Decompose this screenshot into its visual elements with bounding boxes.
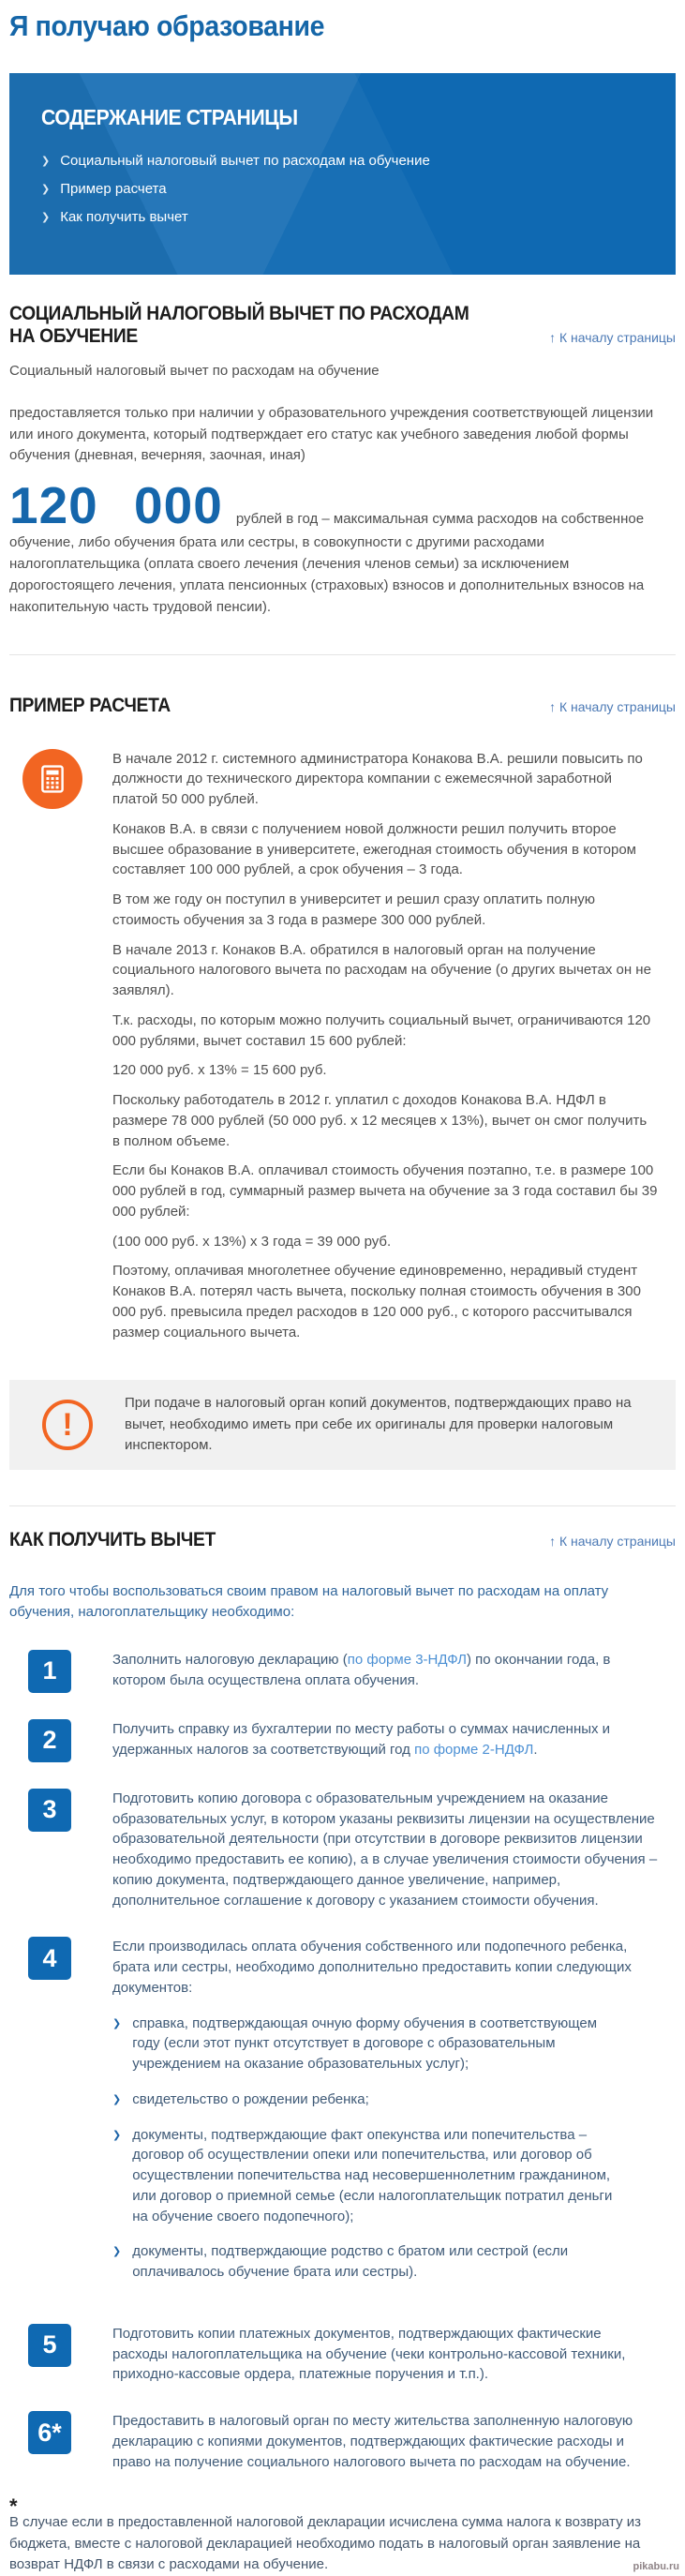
example-paragraph: В начале 2013 г. Конаков В.А. обратился в налоговый орган на получение социального налогового вычета по расходам на обучение (о других вычетах он не заявлял). bbox=[112, 941, 651, 998]
toc-link-example[interactable] bbox=[41, 181, 644, 197]
section1-heading bbox=[9, 303, 534, 348]
notice-box bbox=[9, 1380, 676, 1470]
step-3-text: Подготовить копию договора с образовательным учреждением на оказание образовательных услуг, в котором указаны реквизиты лицензии на осуществление образовательной деятельности (при отсутствии в договоре реквизитов лицензии необходимо предоставить ее копию), а в случае увеличения стоимости обучения – копию документа, подтверждающего данное увеличение, например, дополнительное соглашение к договору с указанием стоимости обучения. bbox=[112, 1790, 658, 1909]
toc-link-social-deduction[interactable] bbox=[41, 153, 644, 169]
section1-heading-text: СОЦИАЛЬНЫЙ НАЛОГОВЫЙ ВЫЧЕТ ПО РАСХОДАМ НА ОБУЧЕНИЕ bbox=[9, 303, 469, 347]
bullet-item bbox=[112, 2014, 658, 2074]
bullet-text: документы, подтверждающие родство с братом или сестрой (если оплачивалось обучение брата или сестры). bbox=[132, 2243, 569, 2280]
step-4-bullets bbox=[112, 2014, 658, 2283]
section3-header bbox=[9, 1529, 676, 1551]
toc-link-label: Пример расчета bbox=[60, 181, 167, 197]
example-paragraph: В начале 2012 г. системного администратора Конакова В.А. решили повысить по должности до технического директора компании с ежемесячной заработной платой 50 000 рублей. bbox=[112, 750, 643, 807]
bullet-item bbox=[112, 2125, 658, 2227]
example-block bbox=[9, 749, 676, 1353]
footnote bbox=[9, 2494, 676, 2576]
notice-text: При подаче в налоговый орган копий документов, подтверждающих право на вычет, необходимо иметь при себе их оригиналы для проверки налоговым инспектором. bbox=[125, 1395, 632, 1454]
step-text-segment: Заполнить налоговую декларацию ( bbox=[112, 1651, 348, 1668]
back-to-top-link[interactable]: ↑ К началу страницы bbox=[549, 698, 676, 714]
bullet-item bbox=[112, 2241, 658, 2283]
toc-link-how-to-get[interactable] bbox=[41, 209, 644, 225]
arrow-right-icon: ❯ bbox=[112, 2017, 122, 2029]
step-4 bbox=[9, 1937, 676, 2298]
step-5 bbox=[9, 2324, 676, 2385]
example-formula: 120 000 руб. x 13% = 15 600 руб. bbox=[112, 1062, 327, 1079]
arrow-right-icon: ❯ bbox=[112, 2129, 122, 2141]
max-amount-value: 120 000 bbox=[9, 475, 223, 534]
example-paragraph: Конаков В.А. в связи с получением новой должности решил получить второе высшее образование в университете, ежегодная стоимость обучения в котором составляет 100 000 рублей, а срок обучения – 3 года. bbox=[112, 820, 636, 878]
arrow-right-icon: ❯ bbox=[112, 2093, 122, 2105]
example-paragraph: Если бы Конаков В.А. оплачивал стоимость обучения поэтапно, т.е. в размере 100 000 рублей в год, суммарный размер вычета на обучение за 3 года составил бы 39 000 рублей: bbox=[112, 1162, 658, 1220]
howto-intro: Для того чтобы воспользоваться своим правом на налоговый вычет по расходам на оплату обучения, налогоплательщику необходимо: bbox=[9, 1582, 609, 1621]
step-number-badge: 5 bbox=[28, 2324, 71, 2367]
step-1 bbox=[9, 1650, 676, 1693]
back-to-top-link[interactable]: ↑ К началу страницы bbox=[549, 330, 676, 345]
bullet-text: свидетельство о рождении ребенка; bbox=[132, 2090, 369, 2107]
section2-heading-text: ПРИМЕР РАСЧЕТА bbox=[9, 694, 171, 716]
example-formula: (100 000 руб. x 13%) x 3 года = 39 000 руб. bbox=[112, 1233, 392, 1250]
form-3ndfl-link[interactable]: по форме 3-НДФЛ bbox=[347, 1651, 467, 1668]
section1-header bbox=[9, 303, 676, 348]
section3-heading-text: КАК ПОЛУЧИТЬ ВЫЧЕТ bbox=[9, 1528, 216, 1550]
step-2-text bbox=[112, 1719, 658, 1760]
watermark: pikabu.ru bbox=[633, 2560, 679, 2572]
step-number-badge: 1 bbox=[28, 1650, 71, 1693]
example-paragraphs bbox=[112, 749, 658, 1353]
contents-heading bbox=[41, 105, 644, 130]
toc-link-label: Социальный налоговый вычет по расходам на обучение bbox=[60, 153, 430, 169]
example-paragraph: Поэтому, оплачивая многолетнее обучение единовременно, нерадивый студент Конаков В.А. потерял часть вычета, поскольку полная стоимость обучения в 300 000 руб. превысила предел расходов в 120 000 руб., с которого рассчитывался размер социального вычета. bbox=[112, 1263, 641, 1340]
arrow-right-icon: ❯ bbox=[41, 212, 51, 223]
step-text-segment: Если производилась оплата обучения собственного или подопечного ребенка, брата или сестры, необходимо дополнительно предоставить копии следующих документов: bbox=[112, 1939, 632, 1996]
exclamation-mark: ! bbox=[62, 1407, 73, 1443]
arrow-right-icon: ❯ bbox=[41, 184, 51, 195]
max-amount-text: рублей в год – максимальная сумма расходов на собственное обучение, либо обучения брата или сестры, в совокупности с другими расходами налогоплательщика (оплата своего лечения (лечения членов семьи) за исключением дорогостоящего лечения, уплата пенсионных (страховых) взносов и дополнительных взносов на накопительную часть трудовой пенсии). bbox=[9, 510, 645, 616]
step-1-text bbox=[112, 1650, 658, 1691]
calculator-icon bbox=[22, 749, 82, 809]
step-text-segment: Получить справку из бухгалтерии по месту работы о суммах начисленных и удержанных налогов за соответствующий год bbox=[112, 1720, 611, 1758]
step-number-badge: 3 bbox=[28, 1789, 71, 1832]
section2-header bbox=[9, 695, 676, 717]
page-title-text: Я получаю образование bbox=[9, 9, 325, 42]
divider bbox=[9, 1505, 676, 1506]
contents-list bbox=[41, 153, 644, 225]
divider bbox=[9, 654, 676, 655]
bullet-text: справка, подтверждающая очную форму обучения в соответствующем году (если этот пункт отсутствует в договоре с образовательным учреждением на оказание образовательных услуг); bbox=[132, 2014, 598, 2072]
step-6 bbox=[9, 2411, 676, 2472]
step-6-text: Предоставить в налоговый орган по месту жительства заполненную налоговую декларацию с копиями документов, подтверждающих фактические расходы и право на получение социального налогового вычета по расходам на обучение. bbox=[112, 2413, 633, 2470]
section3-heading bbox=[9, 1529, 233, 1551]
step-2 bbox=[9, 1719, 676, 1762]
footnote-star: * bbox=[9, 2494, 18, 2519]
example-paragraph: Поскольку работодатель в 2012 г. уплатил с доходов Конакова В.А. НДФЛ в размере 78 000 рублей (50 000 руб. x 12 месяцев x 13%), вычет он смог получить в полном объеме. bbox=[112, 1092, 648, 1149]
arrow-right-icon: ❯ bbox=[41, 156, 51, 167]
example-paragraph: В том же году он поступил в университет и решил сразу оплатить полную стоимость обучения за 3 года в размере 300 000 рублей. bbox=[112, 891, 595, 928]
footnote-text: В случае если в предоставленной налоговой декларации исчислена сумма налога к возврату из бюджета, вместе с налоговой декларацией необходимо подать в налоговый орган заявление на возврат НДФЛ в связи с расходами на обучение. bbox=[9, 2514, 642, 2573]
form-2ndfl-link[interactable]: по форме 2-НДФЛ bbox=[414, 1741, 534, 1758]
section2-heading bbox=[9, 695, 185, 717]
example-paragraph: Т.к. расходы, по которым можно получить социальный вычет, ограничиваются 120 000 рублями, вычет составил 15 600 рублей: bbox=[112, 1011, 651, 1049]
step-number-badge: 4 bbox=[28, 1937, 71, 1980]
page-contents-box bbox=[9, 73, 676, 275]
contents-heading-text: СОДЕРЖАНИЕ СТРАНИЦЫ bbox=[41, 105, 298, 129]
bullet-item bbox=[112, 2089, 658, 2110]
toc-link-label: Как получить вычет bbox=[60, 209, 188, 225]
step-text-segment: . bbox=[533, 1741, 538, 1758]
step-3 bbox=[9, 1789, 676, 1911]
page-title bbox=[9, 9, 676, 43]
step-text-segment: ) по окончании года, в котором была осуществлена оплата обучения. bbox=[112, 1651, 611, 1688]
step-4-text bbox=[112, 1937, 658, 2298]
section1-lead: Социальный налоговый вычет по расходам на обучение bbox=[9, 363, 380, 379]
step-5-text: Подготовить копии платежных документов, подтверждающих фактические расходы налогоплательщика на обучение (чеки контрольно-кассовой техники, приходно-кассовые ордера, платежные поручения и т.п.). bbox=[112, 2325, 626, 2383]
step-number-badge: 2 bbox=[28, 1719, 71, 1762]
back-to-top-link[interactable]: ↑ К началу страницы bbox=[549, 1533, 676, 1549]
section1-paragraph: предоставляется только при наличии у образовательного учреждения соответствующей лицензии или иного документа, который подтверждает его статус как учебного заведения любой формы обучения (дневная, вечерняя, заочная, иная) bbox=[9, 405, 654, 463]
max-amount-block bbox=[9, 475, 671, 619]
warning-icon bbox=[42, 1400, 93, 1450]
step-number-badge: 6* bbox=[28, 2411, 71, 2454]
arrow-right-icon: ❯ bbox=[112, 2246, 122, 2258]
bullet-text: документы, подтверждающие факт опекунства или попечительства – договор об осуществлении опеки или попечительства, или договор об осуществлении попечительства над несовершеннолетним гражданином, или договор о приемной семье (если налогоплательщик потратил деньги на обучение своего подопечного); bbox=[132, 2126, 613, 2224]
